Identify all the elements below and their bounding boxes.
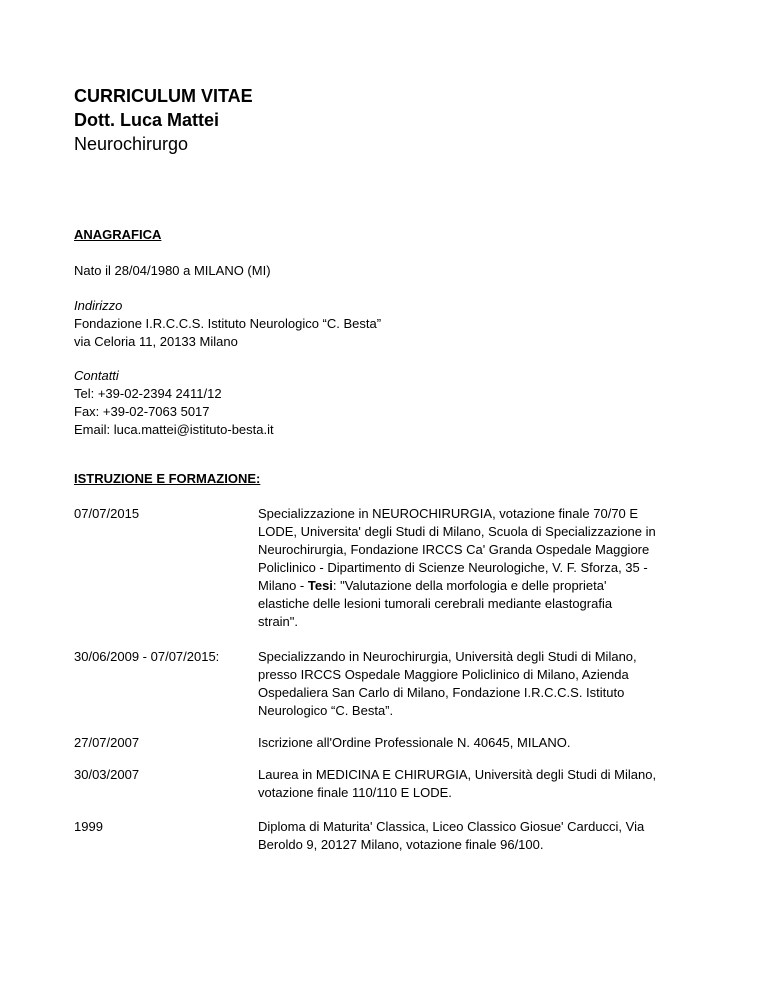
description-line: Policlinico - Dipartimento di Scienze Neurologiche, V. F. Sforza, 35 - [258, 560, 648, 575]
description-line: Diploma di Maturita' Classica, Liceo Classico Giosue' Carducci, Via [258, 819, 645, 834]
contact-tel: Tel: +39-02-2394 2411/12 [74, 386, 222, 401]
description-line: Specializzando in Neurochirurgia, Università degli Studi di Milano, [258, 649, 637, 664]
description-line: Iscrizione all'Ordine Professionale N. 40645, MILANO. [258, 735, 571, 750]
education-description [258, 766, 674, 802]
description-line [258, 577, 674, 595]
description-line: Laurea in MEDICINA E CHIRURGIA, Università degli Studi di Milano, [258, 767, 657, 782]
cv-header [74, 84, 694, 156]
description-text: : "Valutazione della morfologia e delle proprieta' [332, 578, 607, 593]
description-line: strain". [258, 614, 299, 629]
description-line: LODE, Universita' degli Studi di Milano, Scuola di Specializzazione in [258, 524, 656, 539]
education-date: 07/07/2015 [74, 506, 140, 521]
address-label: Indirizzo [74, 298, 123, 313]
birth-info [74, 262, 694, 280]
person-name: Dott. Luca Mattei [74, 110, 220, 130]
section-heading-education: ISTRUZIONE E FORMAZIONE: [74, 471, 261, 486]
description-line: Beroldo 9, 20127 Milano, votazione finale 96/100. [258, 837, 544, 852]
education-date: 27/07/2007 [74, 735, 140, 750]
document-title: CURRICULUM VITAE [74, 86, 253, 106]
contact-fax: Fax: +39-02-7063 5017 [74, 404, 210, 419]
contacts-label: Contatti [74, 368, 119, 383]
education-description [258, 505, 674, 631]
education-description [258, 648, 674, 720]
section-heading-anagrafica: ANAGRAFICA [74, 227, 162, 242]
address-line-1: Fondazione I.R.C.C.S. Istituto Neurologico “C. Besta” [74, 316, 382, 331]
person-profession: Neurochirurgo [74, 134, 189, 154]
contacts-block [74, 367, 694, 439]
description-line: elastiche delle lesioni tumorali cerebrali mediante elastografia [258, 596, 613, 611]
address-line-2: via Celoria 11, 20133 Milano [74, 334, 238, 349]
education-date: 30/06/2009 - 07/07/2015: [74, 649, 220, 664]
education-date: 30/03/2007 [74, 767, 140, 782]
contact-email: Email: luca.mattei@istituto-besta.it [74, 422, 274, 437]
birth-text: Nato il 28/04/1980 a MILANO (MI) [74, 263, 271, 278]
description-line: Ospedaliera San Carlo di Milano, Fondazione I.R.C.C.S. Istituto [258, 685, 625, 700]
thesis-label: Tesi [307, 578, 333, 593]
education-date: 1999 [74, 819, 103, 834]
description-line: presso IRCCS Ospedale Maggiore Policlinico di Milano, Azienda [258, 667, 629, 682]
description-line: Specializzazione in NEUROCHIRURGIA, votazione finale 70/70 E [258, 506, 639, 521]
description-line: Neurologico “C. Besta”. [258, 703, 394, 718]
address-block [74, 297, 694, 351]
education-description [258, 818, 674, 854]
description-line: Neurochirurgia, Fondazione IRCCS Ca' Granda Ospedale Maggiore [258, 542, 650, 557]
education-description [258, 734, 674, 752]
description-text: Milano - [258, 578, 308, 593]
description-line: votazione finale 110/110 E LODE. [258, 785, 452, 800]
